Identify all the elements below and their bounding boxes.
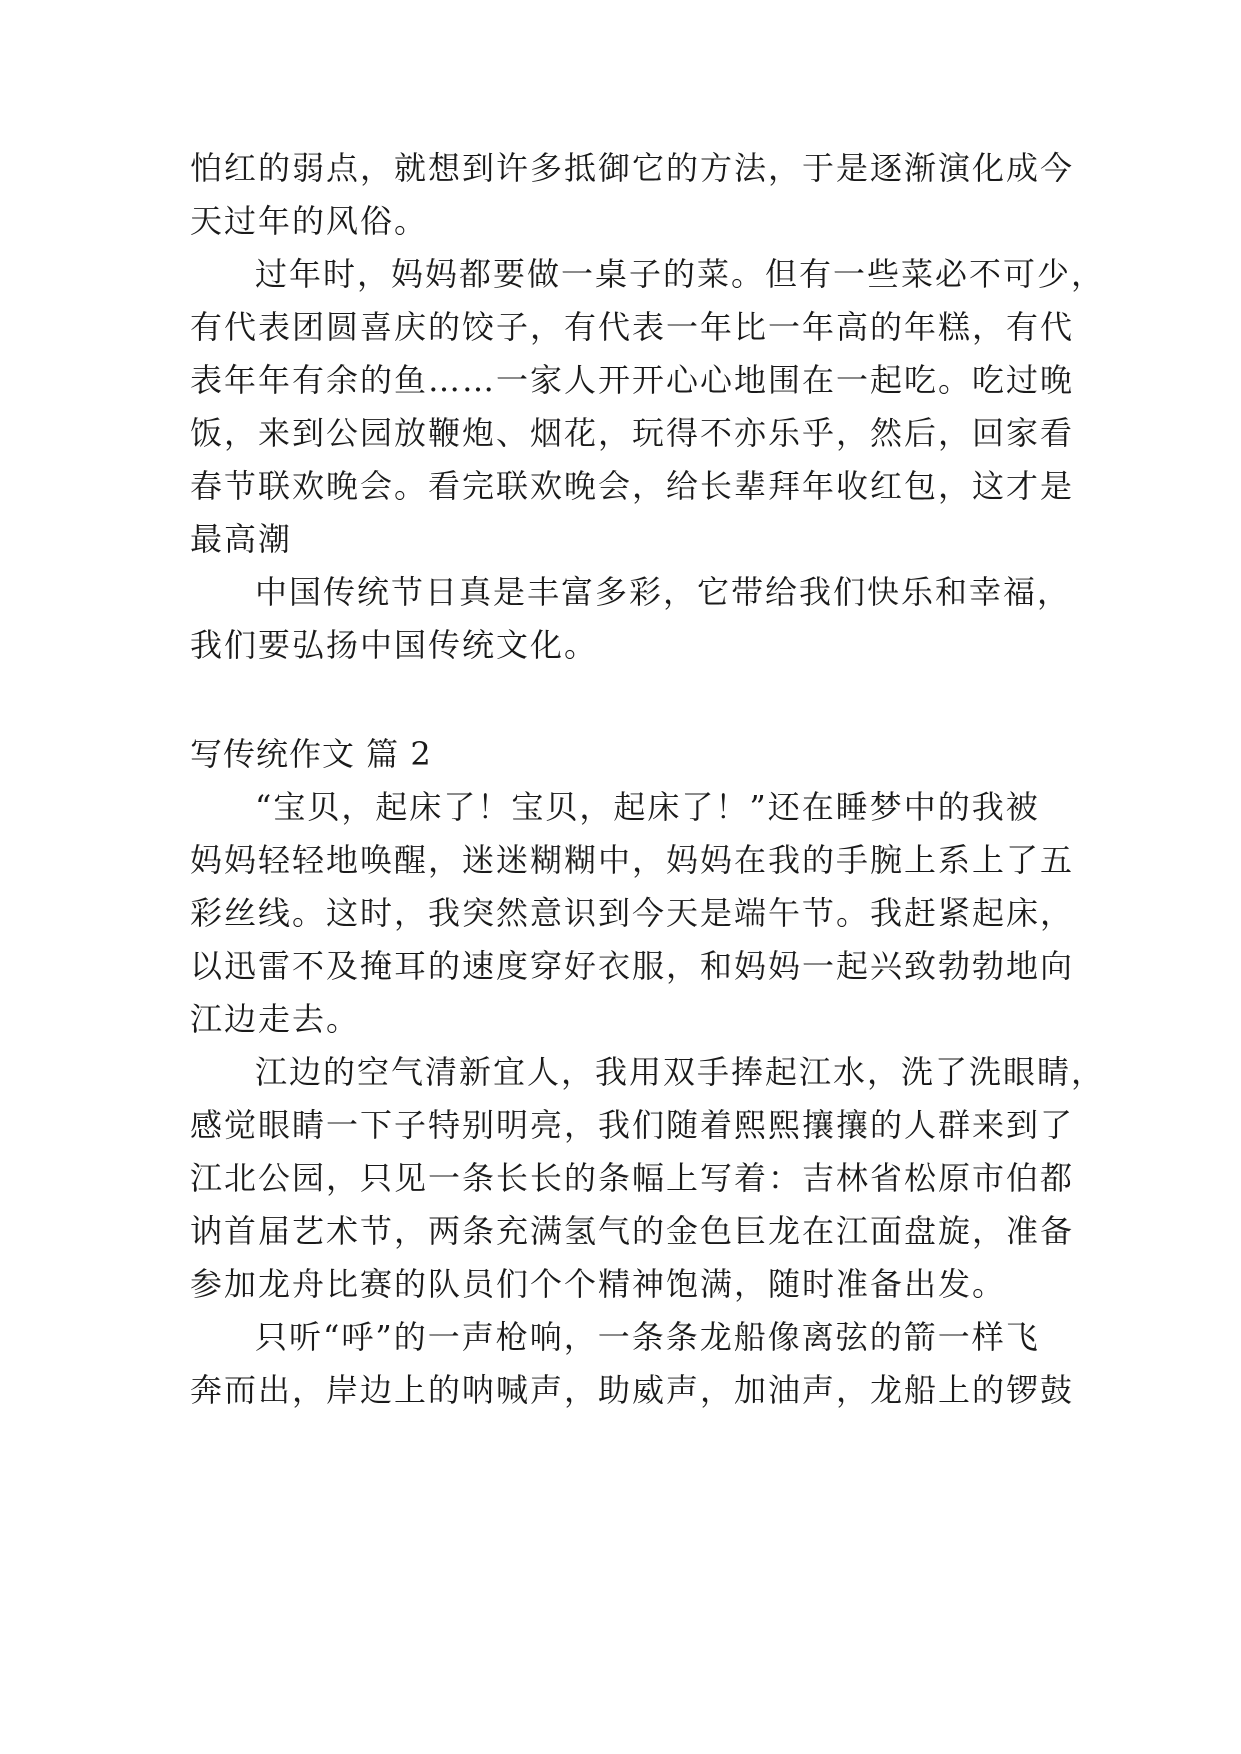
text-line: 我们要弘扬中国传统文化。 [190, 626, 599, 664]
text-line: “宝贝，起床了！宝贝，起床了！”还在睡梦中的我被 [255, 788, 1040, 826]
text-line: 彩丝线。这时，我突然意识到今天是端午节。我赶紧起床， [190, 894, 1075, 932]
text-line: 有代表团圆喜庆的饺子，有代表一年比一年高的年糕，有代 [190, 308, 1075, 346]
text-line: 春节联欢晚会。看完联欢晚会，给长辈拜年收红包，这才是 [190, 467, 1075, 505]
text-line: 妈妈轻轻地唤醒，迷迷糊糊中，妈妈在我的手腕上系上了五 [190, 841, 1075, 879]
text-line: 中国传统节日真是丰富多彩，它带给我们快乐和幸福， [255, 573, 1072, 611]
text-line: 参加龙舟比赛的队员们个个精神饱满，随时准备出发。 [190, 1265, 1007, 1303]
text-line: 过年时，妈妈都要做一桌子的菜。但有一些菜必不可少， [255, 255, 1106, 293]
text-line: 讷首届艺术节，两条充满氢气的金色巨龙在江面盘旋，准备 [190, 1212, 1075, 1250]
text-line: 以迅雷不及掩耳的速度穿好衣服，和妈妈一起兴致勃勃地向 [190, 947, 1075, 985]
text-line: 只听“呼”的一声枪响，一条条龙船像离弦的箭一样飞 [255, 1318, 1040, 1356]
text-line: 怕红的弱点，就想到许多抵御它的方法，于是逐渐演化成今 [190, 149, 1075, 187]
text-line: 奔而出，岸边上的呐喊声，助威声，加油声，龙船上的锣鼓 [190, 1371, 1075, 1409]
text-line: 表年年有余的鱼……一家人开开心心地围在一起吃。吃过晚 [190, 361, 1075, 399]
text-line: 最高潮 [190, 520, 293, 558]
text-line: 饭，来到公园放鞭炮、烟花，玩得不亦乐乎，然后，回家看 [190, 414, 1075, 452]
text-line: 江边走去。 [190, 1000, 361, 1038]
text-line: 感觉眼睛一下子特别明亮，我们随着熙熙攘攘的人群来到了 [190, 1106, 1075, 1144]
text-line: 天过年的风俗。 [190, 202, 429, 240]
text-line: 江边的空气清新宜人，我用双手捧起江水，洗了洗眼睛， [255, 1053, 1106, 1091]
section-heading: 写传统作文 篇 2 [190, 735, 432, 773]
text-line: 江北公园，只见一条长长的条幅上写着：吉林省松原市伯都 [190, 1159, 1075, 1197]
